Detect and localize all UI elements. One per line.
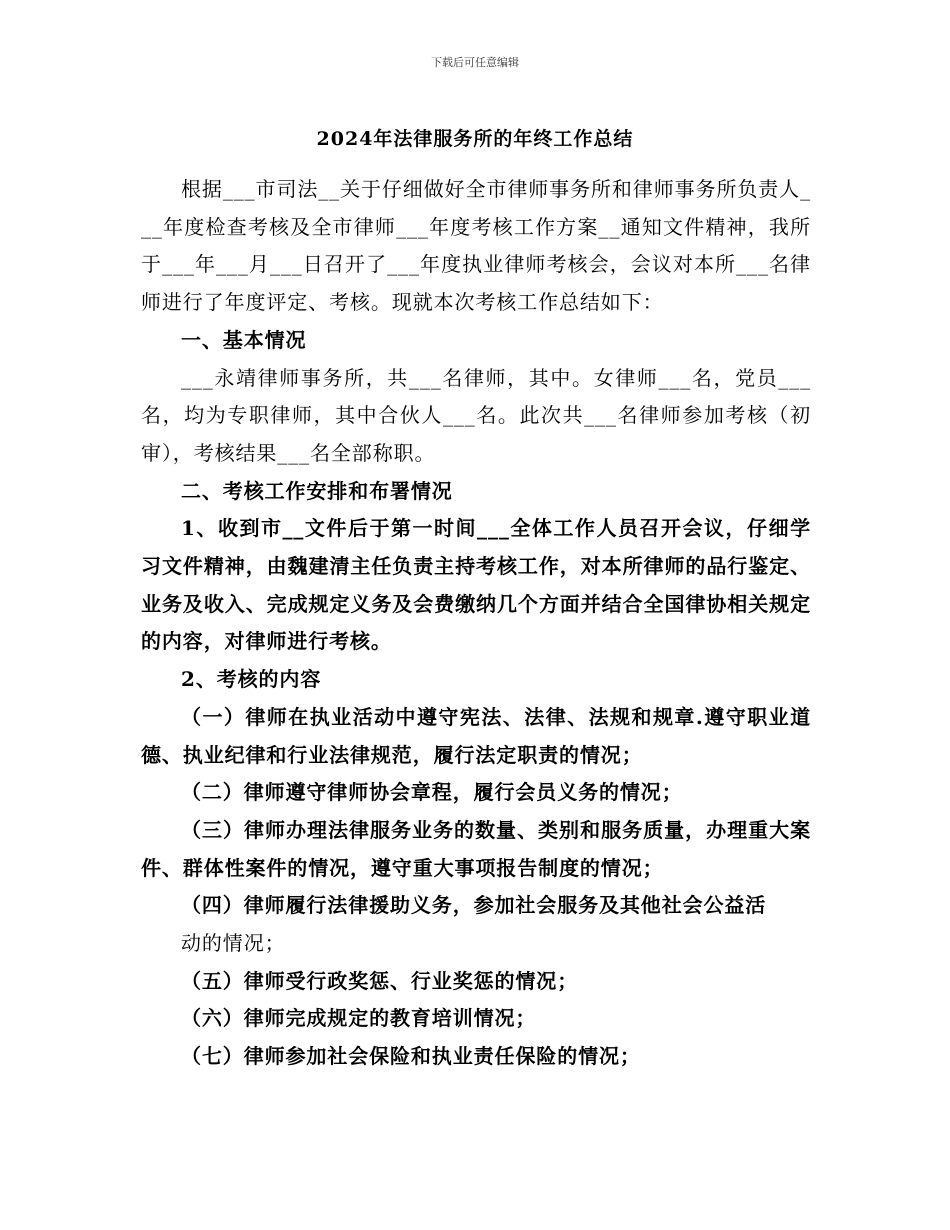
subheading-assessment-content: 2、考核的内容 (181, 667, 322, 692)
list-item-4: （四）律师履行法律援助义务，参加社会服务及其他社会公益活 (181, 893, 767, 918)
paragraph-basic-situation: ___永靖律师事务所，共___名律师，其中。女律师___名，党员___名，均为专职律师，其中合伙人___名。此次共___名律师参加考核（初审），考核结果___名全部称职。 (141, 365, 811, 465)
section-heading-arrangement: 二、考核工作安排和布署情况 (181, 478, 453, 503)
section-heading-basic-situation: 一、基本情况 (181, 327, 307, 352)
document-title: 2024年法律服务所的年终工作总结 (316, 128, 634, 150)
list-item-5: （五）律师受行政奖惩、行业奖惩的情况； (181, 968, 579, 993)
list-item-7: （七）律师参加社会保险和执业责任保险的情况； (181, 1044, 641, 1069)
paragraph-arrangement-1: 1、收到市__文件后于第一时间___全体工作人员召开会议，仔细学习文件精神，由魏建清主任负责主持考核工作，对本所律师的品行鉴定、业务及收入、完成规定义务及会费缴纳几个方面并结合全国律协相关规定的内容，对律师进行考核。 (141, 516, 811, 654)
header-note: 下载后可任意编辑 (431, 56, 519, 69)
list-item-1: （一）律师在执业活动中遵守宪法、法律、法规和规章.遵守职业道德、执业纪律和行业法律规范，履行法定职责的情况； (141, 704, 811, 767)
list-item-4-continuation: 动的情况； (181, 931, 286, 956)
list-item-6: （六）律师完成规定的教育培训情况； (181, 1006, 537, 1031)
paragraph-intro: 根据___市司法__关于仔细做好全市律师事务所和律师事务所负责人___年度检查考核及全市律师___年度考核工作方案__通知文件精神，我所于___年___月___日召开了___年度执业律师考核会，会议对本所___名律师进行了年度评定、考核。现就本次考核工作总结如下： (141, 177, 811, 315)
list-item-2: （二）律师遵守律师协会章程，履行会员义务的情况； (181, 780, 683, 805)
document-body (141, 171, 811, 1076)
list-item-3: （三）律师办理法律服务业务的数量、类别和服务质量，办理重大案件、群体性案件的情况，遵守重大事项报告制度的情况； (141, 817, 811, 880)
